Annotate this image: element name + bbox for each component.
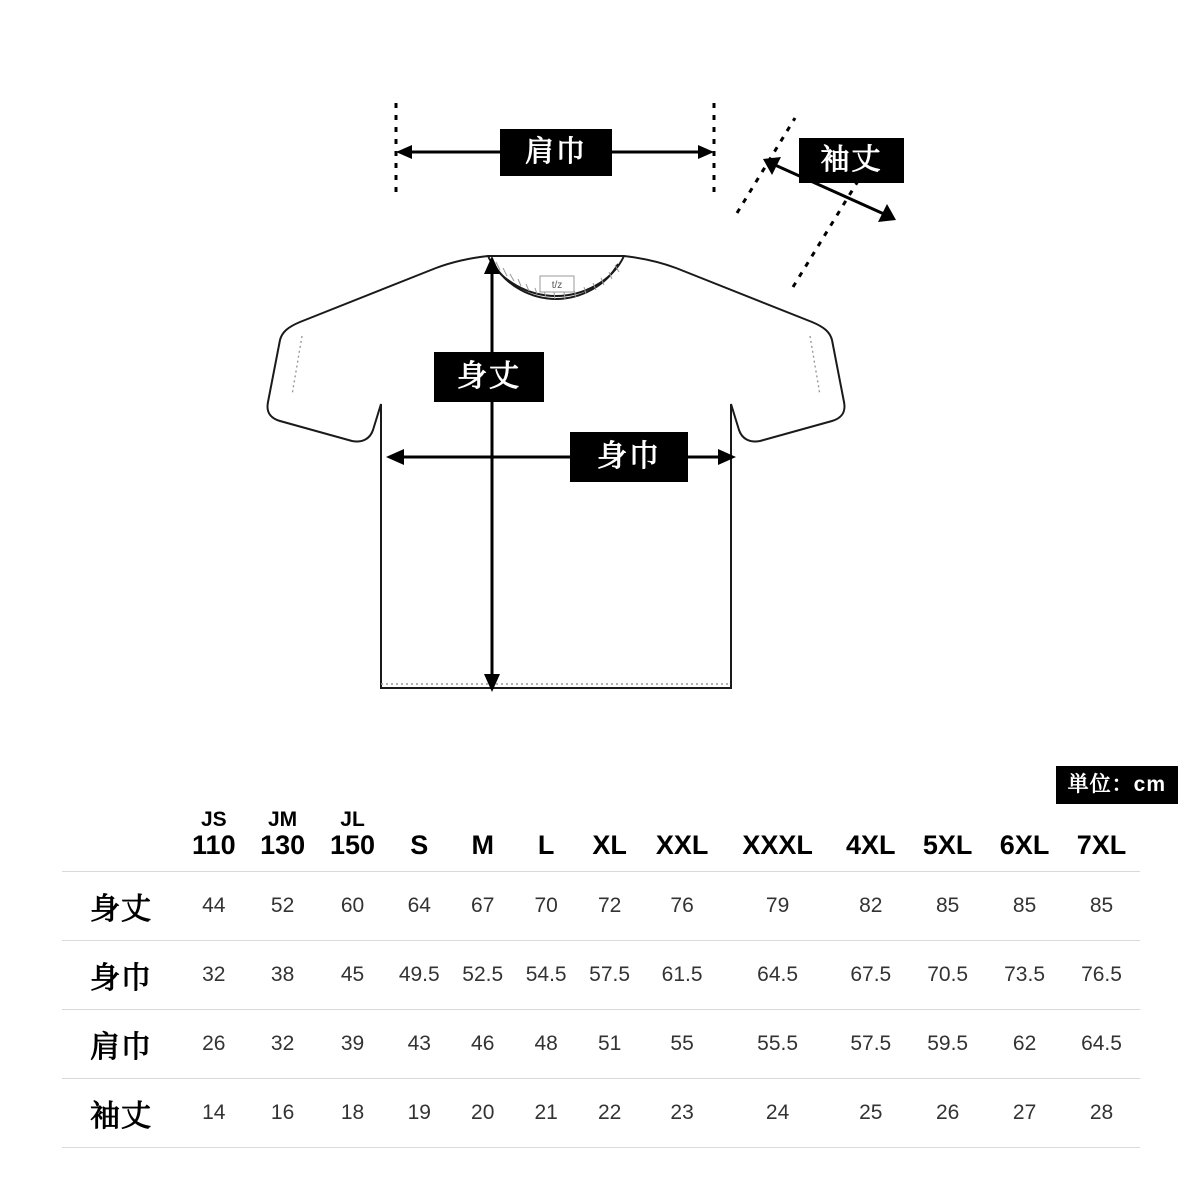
cell-shoulder-width-6xl: 62 <box>1012 1031 1037 1055</box>
size-main-xxxl: XXXL <box>742 830 813 861</box>
size-main-5xl: 5XL <box>922 830 973 861</box>
size-main-110: 110 <box>192 830 236 861</box>
size-header-xl <box>578 808 641 871</box>
cell-body-length-jm130: 52 <box>270 893 295 917</box>
size-header-l <box>514 808 577 871</box>
cell-shoulder-width-4xl: 57.5 <box>850 1031 892 1055</box>
neck-tag-label: t/z <box>551 280 563 291</box>
size-main-6xl: 6XL <box>999 830 1050 861</box>
size-sub-jl: JL <box>340 808 365 831</box>
cell-shoulder-width-jm130: 32 <box>270 1031 295 1055</box>
cell-shoulder-width-js110: 26 <box>202 1031 226 1055</box>
sleeve-length-label: 袖丈 <box>799 138 904 183</box>
table-row <box>62 1078 1140 1147</box>
size-header-xxl <box>641 808 723 871</box>
cell-sleeve-length-js110: 14 <box>202 1100 226 1124</box>
cell-shoulder-width-xl: 51 <box>597 1031 622 1055</box>
cell-sleeve-length-jl150: 18 <box>340 1100 365 1124</box>
cell-body-length-js110: 44 <box>202 893 226 917</box>
cell-body-width-5xl: 70.5 <box>927 962 969 986</box>
tshirt-outline <box>268 256 845 688</box>
cell-sleeve-length-jm130: 16 <box>270 1100 295 1124</box>
size-main-xl: XL <box>592 830 627 861</box>
size-table-body <box>62 871 1140 1147</box>
size-main-m: M <box>471 830 494 861</box>
size-main-130: 130 <box>260 830 306 861</box>
size-header-js110 <box>180 808 248 871</box>
cell-shoulder-width-7xl: 64.5 <box>1081 1031 1122 1055</box>
cell-body-length-7xl: 85 <box>1089 893 1114 917</box>
cell-shoulder-width-jl150: 39 <box>340 1031 365 1055</box>
size-main-7xl: 7XL <box>1076 830 1127 861</box>
size-header-6xl <box>986 808 1063 871</box>
cell-body-width-jm130: 38 <box>270 962 295 986</box>
cell-body-width-xxl: 61.5 <box>661 962 703 986</box>
size-main-150: 150 <box>330 830 376 861</box>
size-table-head <box>62 808 1140 871</box>
cell-body-width-js110: 32 <box>202 962 226 986</box>
table-row <box>62 1009 1140 1078</box>
size-header-7xl <box>1063 808 1140 871</box>
cell-body-length-l: 70 <box>534 893 558 917</box>
cell-body-width-jl150: 45 <box>340 962 365 986</box>
row-label-sleeve-length: 袖丈 <box>90 1099 152 1133</box>
cell-body-width-m: 52.5 <box>462 962 504 986</box>
cell-sleeve-length-xxl: 23 <box>670 1100 694 1124</box>
sleeve-top-guide <box>737 118 795 213</box>
cell-sleeve-length-7xl: 28 <box>1089 1100 1114 1124</box>
cell-shoulder-width-m: 46 <box>471 1031 495 1055</box>
size-header-m <box>451 808 514 871</box>
size-header-jl150 <box>318 808 388 871</box>
cell-sleeve-length-xl: 22 <box>597 1100 622 1124</box>
cell-shoulder-width-xxxl: 55.5 <box>757 1031 799 1055</box>
row-label-body-length: 身丈 <box>90 892 152 926</box>
cell-body-length-xxxl: 79 <box>765 893 790 917</box>
size-main-l: L <box>537 830 555 861</box>
row-label-shoulder-width: 肩巾 <box>90 1030 152 1064</box>
cell-body-length-4xl: 82 <box>859 893 883 917</box>
size-table-corner <box>62 808 180 871</box>
cell-body-length-6xl: 85 <box>1012 893 1037 917</box>
table-row <box>62 940 1140 1009</box>
cell-body-width-xxxl: 64.5 <box>757 962 799 986</box>
size-sub-js: JS <box>200 808 227 831</box>
cell-body-width-xl: 57.5 <box>589 962 631 986</box>
size-header-4xl <box>832 808 909 871</box>
cell-body-width-6xl: 73.5 <box>1004 962 1045 986</box>
cell-body-length-jl150: 60 <box>340 893 365 917</box>
cell-body-length-xl: 72 <box>597 893 622 917</box>
size-header-xxxl <box>723 808 832 871</box>
cell-shoulder-width-l: 48 <box>534 1031 558 1055</box>
size-header-s <box>388 808 451 871</box>
cell-sleeve-length-l: 21 <box>534 1100 558 1124</box>
size-main-4xl: 4XL <box>846 830 896 861</box>
row-label-body-width: 身巾 <box>90 961 152 995</box>
cell-body-length-s: 64 <box>407 893 431 917</box>
neck-tag <box>540 276 574 292</box>
size-table <box>62 808 1140 1148</box>
cell-sleeve-length-5xl: 26 <box>936 1100 960 1124</box>
body-width-label: 身巾 <box>570 432 688 482</box>
cell-sleeve-length-m: 20 <box>471 1100 495 1124</box>
size-main-xxl: XXL <box>655 830 709 861</box>
size-table-header-row <box>62 808 1140 871</box>
cell-body-width-4xl: 67.5 <box>850 962 892 986</box>
cell-body-width-l: 54.5 <box>525 962 567 986</box>
shoulder-width-label: 肩巾 <box>500 129 612 176</box>
body-length-label: 身丈 <box>434 352 544 402</box>
size-main-s: S <box>410 830 429 861</box>
table-row <box>62 871 1140 940</box>
cell-shoulder-width-s: 43 <box>407 1031 431 1055</box>
unit-badge: 単位：cm <box>1056 766 1178 804</box>
size-header-jm130 <box>248 808 318 871</box>
size-sub-jm: JM <box>268 808 298 831</box>
cell-shoulder-width-5xl: 59.5 <box>927 1031 969 1055</box>
cell-sleeve-length-6xl: 27 <box>1012 1100 1037 1124</box>
cell-shoulder-width-xxl: 55 <box>670 1031 694 1055</box>
cell-sleeve-length-s: 19 <box>407 1100 431 1124</box>
cell-sleeve-length-4xl: 25 <box>859 1100 883 1124</box>
cell-sleeve-length-xxxl: 24 <box>765 1100 790 1124</box>
cell-body-width-7xl: 76.5 <box>1081 962 1122 986</box>
size-header-5xl <box>909 808 986 871</box>
cell-body-length-m: 67 <box>471 893 495 917</box>
cell-body-length-5xl: 85 <box>936 893 960 917</box>
cell-body-length-xxl: 76 <box>670 893 694 917</box>
cell-body-width-s: 49.5 <box>398 962 440 986</box>
